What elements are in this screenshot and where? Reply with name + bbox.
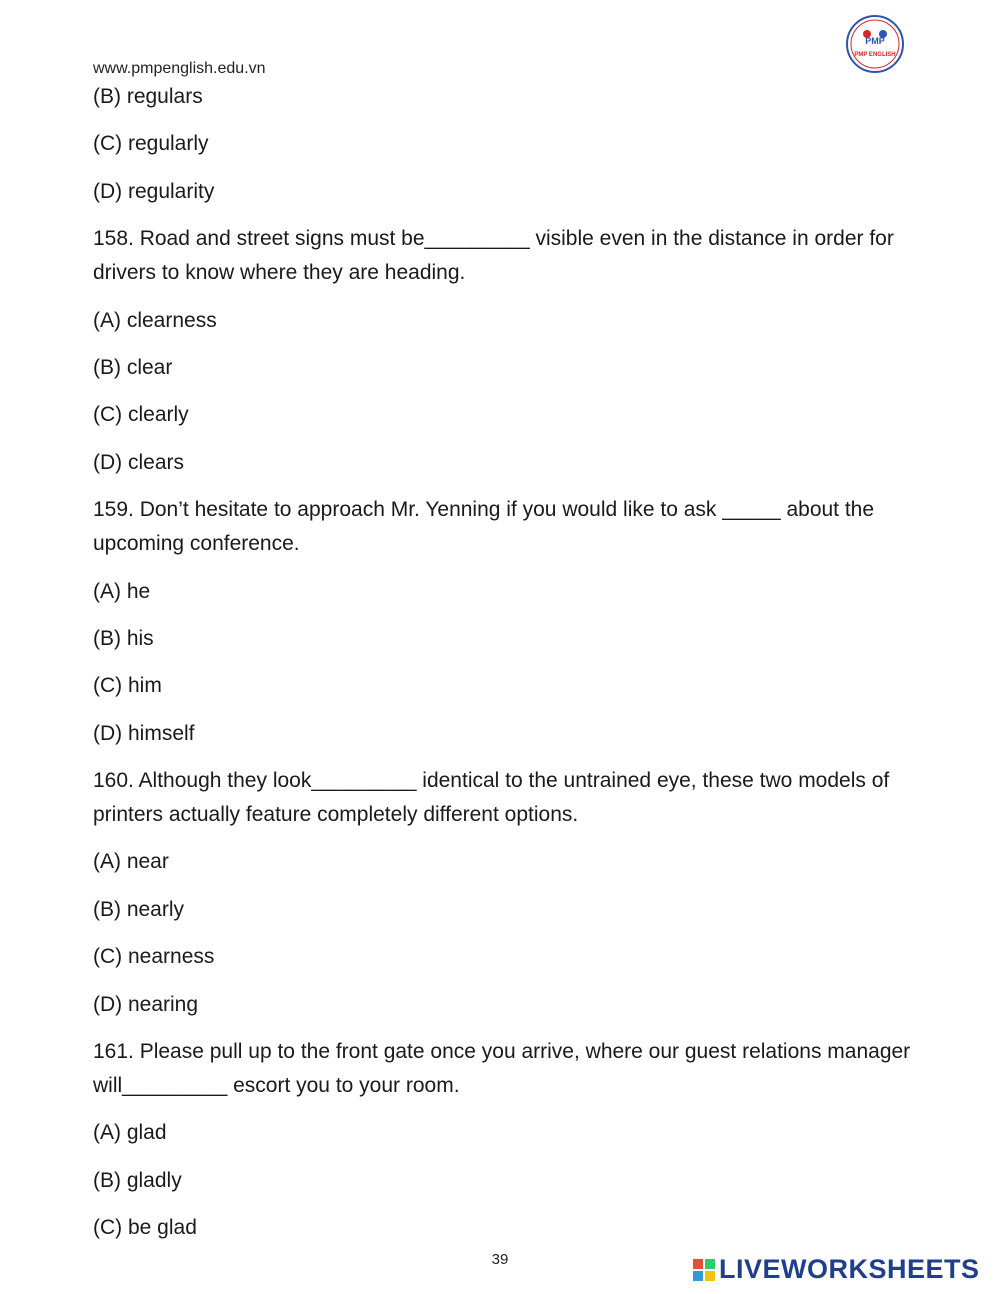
answer-option[interactable]: (C) nearness [93,945,215,969]
answer-option[interactable]: (A) clearness [93,308,217,332]
answer-option[interactable]: (D) himself [93,721,195,745]
answer-option[interactable]: (B) regulars [93,85,203,108]
answer-option[interactable]: (B) clear [93,355,173,379]
question-text: 161. Please pull up to the front gate once you arrive, where our guest relations manager will_________ escort you to your room. [93,1040,911,1098]
liveworksheets-label: LIVEWORKSHEETS [719,1254,980,1284]
answer-option[interactable]: (C) regularly [93,132,209,156]
answer-option[interactable]: (A) glad [93,1121,167,1145]
answer-option[interactable]: (A) he [93,579,151,603]
answer-option[interactable]: (B) nearly [93,897,185,921]
answer-option[interactable]: (C) be glad [93,1216,197,1240]
answer-option[interactable]: (C) clearly [93,403,189,427]
pmp-english-logo [845,14,905,74]
answer-option[interactable]: (C) him [93,674,162,698]
page-number: 39 [491,1251,509,1268]
liveworksheets-brand[interactable] [693,1254,980,1285]
answer-option[interactable]: (D) nearing [93,992,199,1016]
question-text: 160. Although they look_________ identical to the untrained eye, these two models of printers actually feature completely different options. [93,769,890,827]
answer-option[interactable]: (B) his [93,626,154,650]
site-url[interactable]: www.pmpenglish.edu.vn [93,60,266,77]
question-text: 158. Road and street signs must be_________ visible even in the distance in order for drivers to know where they are heading. [93,227,894,285]
worksheet-content [93,80,923,1259]
answer-option[interactable]: (D) regularity [93,179,215,203]
svg-text:PMP: PMP [865,36,885,46]
answer-option[interactable]: (D) clears [93,450,185,474]
liveworksheets-icon [693,1259,715,1281]
answer-option[interactable]: (A) near [93,850,169,874]
svg-text:PMP ENGLISH: PMP ENGLISH [854,52,896,58]
question-text: 159. Don’t hesitate to approach Mr. Yenning if you would like to ask _____ about the upcoming conference. [93,498,875,556]
answer-option[interactable]: (B) gladly [93,1168,182,1192]
